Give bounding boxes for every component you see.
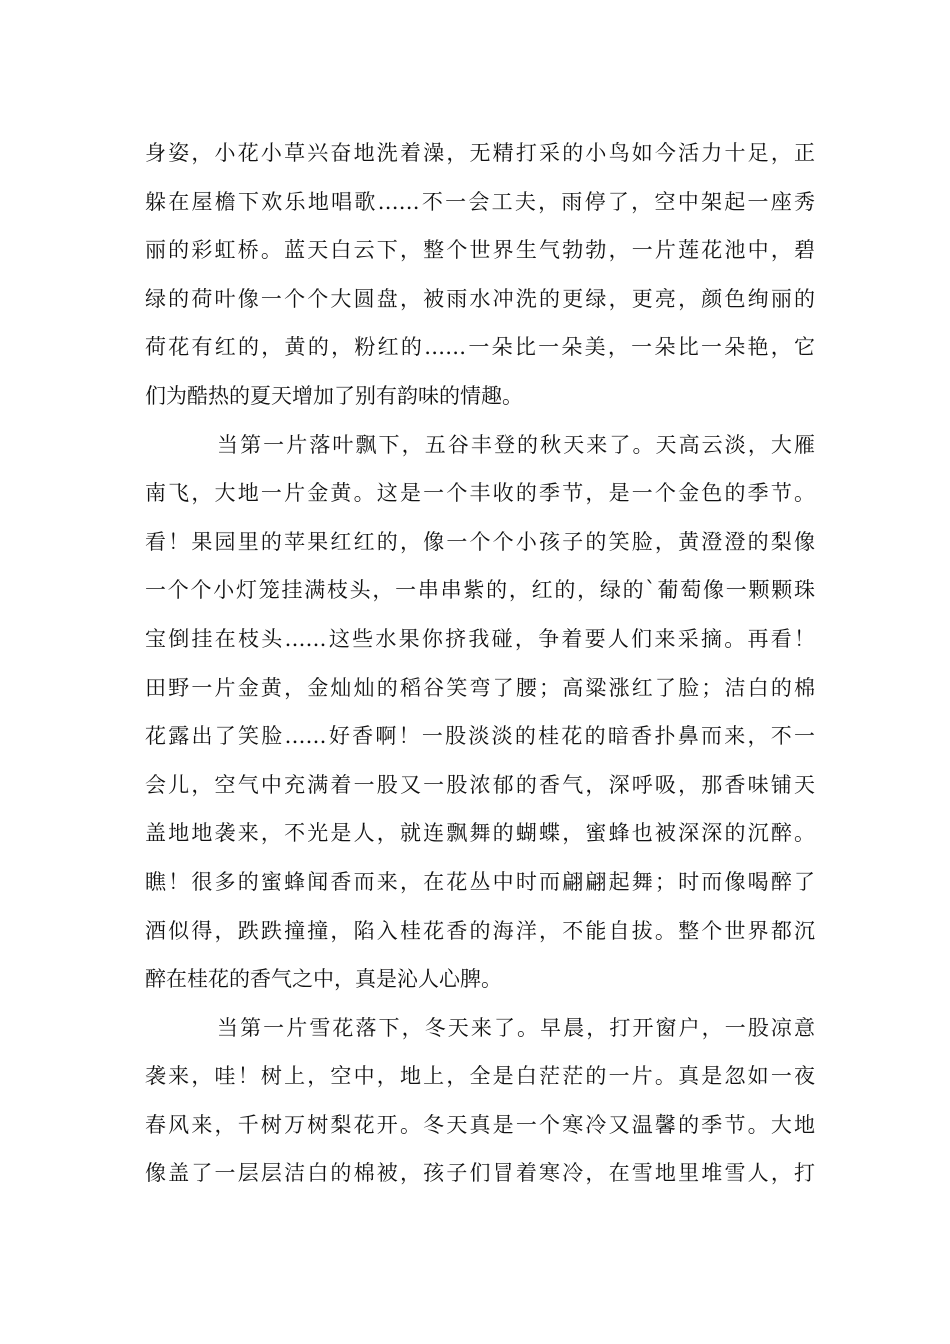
text-line: 看！果园里的苹果红红的，像一个个小孩子的笑脸，黄澄澄的梨像 [145,529,815,554]
text-line: 像盖了一层层洁白的棉被，孩子们冒着寒冷，在雪地里堆雪人，打 [145,1161,815,1186]
text-line: 躲在屋檐下欢乐地唱歌……不一会工夫，雨停了，空中架起一座秀 [145,189,815,214]
text-line: 宝倒挂在枝头……这些水果你挤我碰，争着要人们来采摘。再看！ [145,626,815,651]
paragraph [145,129,815,421]
text-line: 会儿，空气中充满着一股又一股浓郁的香气，深呼吸，那香味铺天 [145,772,815,797]
text-line: 酒似得，跌跌撞撞，陷入桂花香的海洋，不能自拔。整个世界都沉 [145,918,815,943]
text-line: 盖地地袭来，不光是人，就连飘舞的蝴蝶，蜜蜂也被深深的沉醉。 [145,821,815,846]
text-line: 南飞，大地一片金黄。这是一个丰收的季节，是一个金色的季节。 [145,481,815,506]
text-line: 身姿，小花小草兴奋地洗着澡，无精打采的小鸟如今活力十足，正 [145,141,815,165]
text-line: 们为酷热的夏天增加了别有韵味的情趣。 [145,383,523,408]
text-line: 袭来，哇！树上，空中，地上，全是白茫茫的一片。真是忽如一夜 [145,1064,815,1089]
text-line: 瞧！很多的蜜蜂闻香而来，在花丛中时而翩翩起舞；时而像喝醉了 [145,869,815,894]
paragraph [145,421,815,1004]
paragraph [145,1004,815,1198]
text-line: 春风来，千树万树梨花开。冬天真是一个寒冷又温馨的季节。大地 [145,1112,815,1137]
document-body-text [145,129,815,1198]
text-line: 当第一片落叶飘下，五谷丰登的秋天来了。天高云淡，大雁 [217,432,815,457]
text-line: 丽的彩虹桥。蓝天白云下，整个世界生气勃勃，一片莲花池中，碧 [145,238,815,263]
text-line: 田野一片金黄，金灿灿的稻谷笑弯了腰；高粱涨红了脸；洁白的棉 [145,675,815,700]
text-line: 荷花有红的，黄的，粉红的……一朵比一朵美，一朵比一朵艳，它 [145,335,815,360]
text-line: 醉在桂花的香气之中，真是沁人心脾。 [145,967,502,992]
text-line: 花露出了笑脸……好香啊！一股淡淡的桂花的暗香扑鼻而来，不一 [145,724,815,749]
text-line: 当第一片雪花落下，冬天来了。早晨，打开窗户，一股凉意 [217,1015,815,1040]
text-line: 一个个小灯笼挂满枝头，一串串紫的，红的，绿的`葡萄像一颗颗珠 [145,578,815,603]
text-line: 绿的荷叶像一个个大圆盘，被雨水冲洗的更绿，更亮，颜色绚丽的 [145,286,815,311]
